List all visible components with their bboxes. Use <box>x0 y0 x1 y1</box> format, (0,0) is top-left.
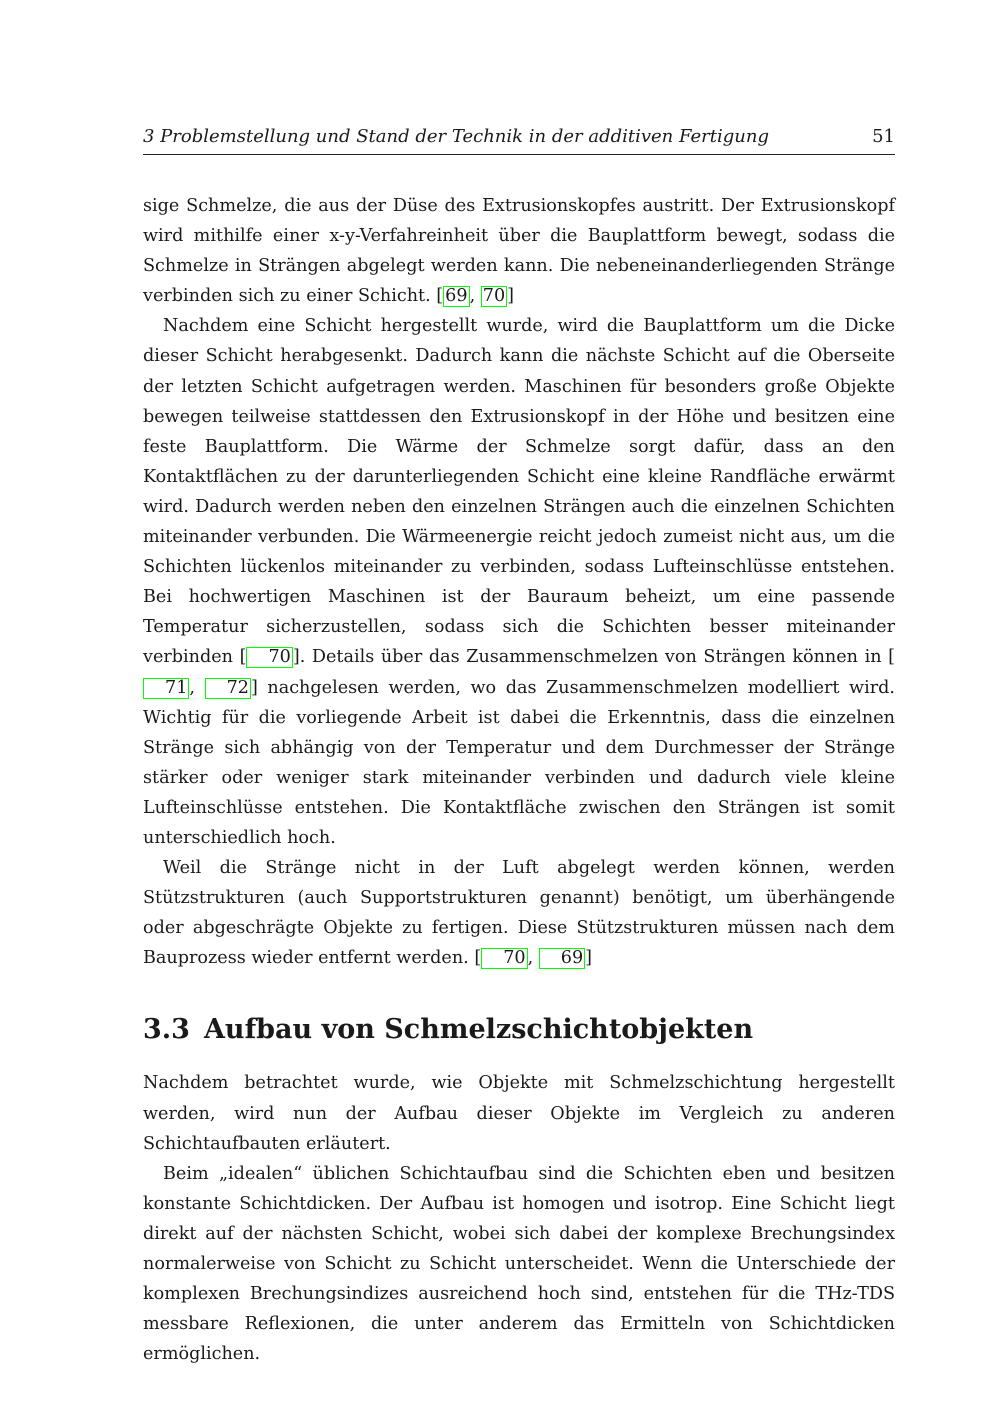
citation-link[interactable]: 69 <box>539 948 585 969</box>
paragraph-text: Nachdem betrachtet wurde, wie Objekte mit Schmelzschichtung hergestellt werden, wird nun der Aufbau dieser Objekte im Vergleich zu anderen Schichtaufbauten erläutert. <box>143 1073 895 1154</box>
paragraph-4 <box>143 1068 895 1158</box>
paragraph-5 <box>143 1159 895 1370</box>
citation-separator: , <box>527 948 539 969</box>
citation-separator: , <box>469 286 481 307</box>
paragraph-text: Weil die Stränge nicht in der Luft abgelegt werden können, werden Stützstrukturen (auch Supportstrukturen genannt) benötigt, um überhängende oder abgeschrägte Objekte zu fertigen. Diese Stützstrukturen müssen nach dem Bauprozess wieder entfernt werden. [ <box>143 858 895 969</box>
section-number: 3.3 <box>143 1014 190 1046</box>
citation-link[interactable]: 70 <box>246 647 292 668</box>
citation-link[interactable]: 70 <box>482 286 506 307</box>
paragraph-2 <box>143 311 895 853</box>
chapter-title: 3 Problemstellung und Stand der Technik in der additiven Fertigung <box>143 126 769 147</box>
page-number: 51 <box>872 126 895 147</box>
citation-link[interactable]: 72 <box>205 678 251 699</box>
citation-link[interactable]: 71 <box>143 678 189 699</box>
citation-link[interactable]: 70 <box>481 948 527 969</box>
running-header <box>143 126 895 155</box>
section-title: Aufbau von Schmelzschichtobjekten <box>203 1014 754 1046</box>
paragraph-3 <box>143 853 895 973</box>
paragraph-text: Beim „idealen“ üblichen Schichtaufbau sind die Schichten eben und besitzen konstante Schichtdicken. Der Aufbau ist homogen und isotrop. Eine Schicht liegt direkt auf der nächsten Schicht, wobei sich dabei der komplexe Brechungsindex normalerweise von Schicht zu Schicht unterscheidet. Wenn die Unterschiede der komplexen Brechungsindizes ausreichend hoch sind, entstehen für die THz-TDS messbare Reflexionen, die unter anderem das Ermitteln von Schichtdicken ermöglichen. <box>143 1163 895 1365</box>
paragraph-text: Nachdem eine Schicht hergestellt wurde, wird die Bauplattform um die Dicke dieser Schicht herabgesenkt. Dadurch kann die nächste Schicht auf die Oberseite der letzten Schicht aufgetragen werden. Maschinen für besonders große Objekte bewegen teilweise stattdessen den Extrusionskopf in der Höhe und besitzen eine feste Bauplattform. Die Wärme der Schmelze sorgt dafür, dass an den Kontaktflächen zu der darunterliegenden Schicht eine kleine Randfläche erwärmt wird. Dadurch werden neben den einzelnen Strängen auch die einzelnen Schichten miteinander verbunden. Die Wärmeenergie reicht jedoch zumeist nicht aus, um die Schichten lückenlos miteinander zu verbinden, sodass Lufteinschlüsse entstehen. Bei hochwertigen Maschinen ist der Bauraum beheizt, um eine passende Temperatur sicherzustellen, sodass sich die Schichten besser miteinander verbinden [ <box>143 316 895 668</box>
citation-bracket: ] <box>585 948 593 969</box>
citation-link[interactable]: 69 <box>445 286 468 307</box>
citation-bracket: ] <box>507 286 515 307</box>
paragraph-text: ] nachgelesen werden, wo das Zusammenschmelzen modelliert wird. Wichtig für die vorliegende Arbeit ist dabei die Erkenntnis, dass die einzelnen Stränge sich abhängig von der Temperatur und dem Durchmesser der Stränge stärker oder weniger stark miteinander verbinden und dadurch viele kleine Lufteinschlüsse entstehen. Die Kontaktfläche zwischen den Strängen ist somit unterschiedlich hoch. <box>143 677 895 848</box>
paragraph-text: ]. Details über das Zusammenschmelzen von Strängen können in [ <box>292 647 895 668</box>
paragraph-1 <box>143 191 895 311</box>
page-body <box>143 191 895 1369</box>
paragraph-text: sige Schmelze, die aus der Düse des Extrusionskopfes austritt. Der Extrusionskopf wird mithilfe einer x-y-Verfahreinheit über die Bauplattform bewegt, sodass die Schmelze in Strängen abgelegt werden kann. Die nebeneinanderliegenden Stränge verbinden sich zu einer Schicht. [ <box>143 196 895 307</box>
citation-separator: , <box>189 677 205 698</box>
section-heading <box>143 1011 895 1049</box>
